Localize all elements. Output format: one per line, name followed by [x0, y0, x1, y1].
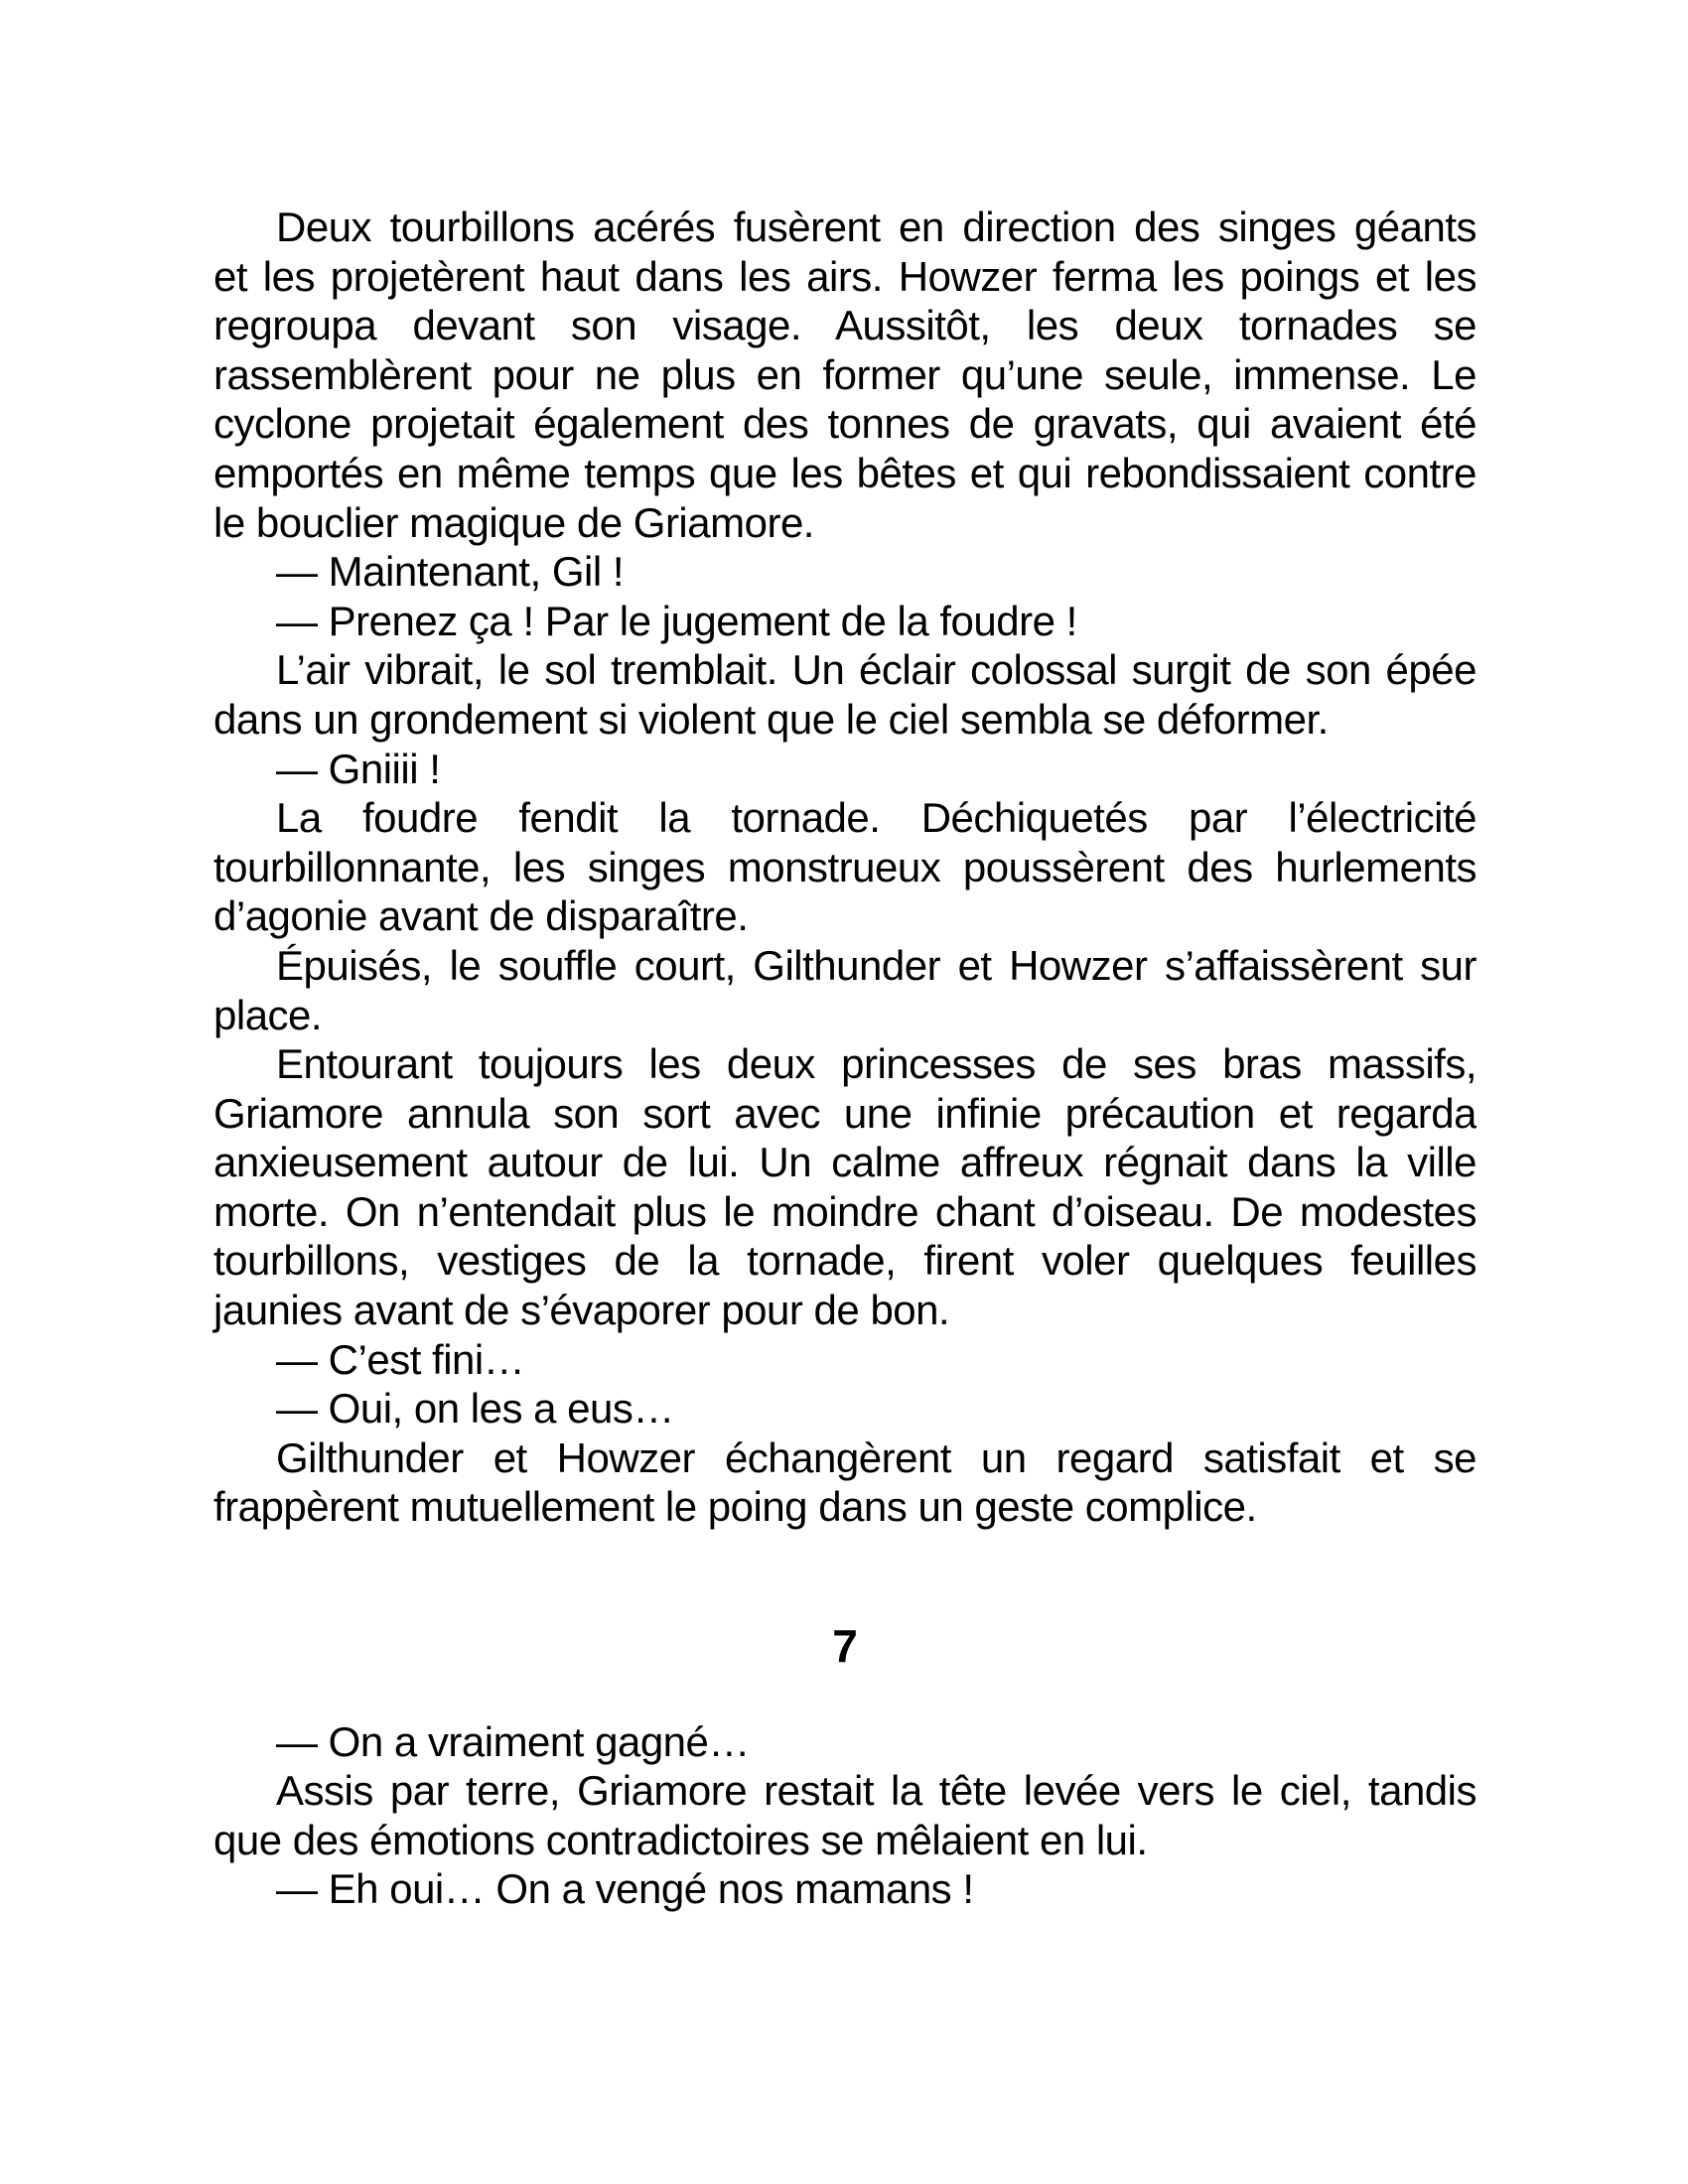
paragraph-line: morte. On n’entendait plus le moindre chant d’oiseau. De modestes — [213, 1187, 1477, 1235]
paragraph-line: anxieusement autour de lui. Un calme affreux régnait dans la ville — [213, 1139, 1477, 1186]
dialogue-line: — Maintenant, Gil ! — [276, 548, 624, 596]
paragraph-line: Griamore annula son sort avec une infinie précaution et regarda — [213, 1089, 1477, 1137]
paragraph-line: frappèrent mutuellement le poing dans un geste complice. — [213, 1483, 1257, 1531]
dialogue-line: — Gniiii ! — [276, 745, 441, 792]
paragraph-line: dans un grondement si violent que le ciel sembla se déformer. — [213, 695, 1329, 743]
paragraph-line: Deux tourbillons acérés fusèrent en direction des singes géants — [276, 204, 1477, 250]
paragraph-line: Épuisés, le souffle court, Gilthunder et Howzer s’affaissèrent sur — [276, 941, 1477, 989]
paragraph-line: cyclone projetait également des tonnes de gravats, qui avaient été — [213, 400, 1477, 448]
paragraph-line: Entourant toujours les deux princesses de ses bras massifs, — [276, 1040, 1477, 1088]
paragraph-line: d’agonie avant de disparaître. — [213, 892, 749, 940]
paragraph-line: La foudre fendit la tornade. Déchiquetés par l’électricité — [276, 794, 1477, 842]
dialogue-line: — Oui, on les a eus… — [276, 1385, 674, 1433]
paragraph-line: Gilthunder et Howzer échangèrent un regard satisfait et se — [276, 1433, 1477, 1481]
paragraph-line: Assis par terre, Griamore restait la tête levée vers le ciel, tandis — [276, 1767, 1477, 1815]
paragraph-line: et les projetèrent haut dans les airs. Howzer ferma les poings et les — [213, 252, 1477, 300]
paragraph-line: tourbillonnante, les singes monstrueux poussèrent des hurlements — [213, 843, 1477, 890]
paragraph-line: regroupa devant son visage. Aussitôt, les deux tornades se — [213, 302, 1477, 349]
paragraph-line: que des émotions contradictoires se mêlaient en lui. — [213, 1816, 1148, 1863]
paragraph-line: rassemblèrent pour ne plus en former qu’une seule, immense. Le — [213, 350, 1477, 398]
text-block — [213, 203, 1477, 1914]
chapter-number: 7 — [832, 1620, 858, 1673]
paragraph-line: le bouclier magique de Griamore. — [213, 498, 814, 546]
dialogue-line: — C’est fini… — [276, 1335, 525, 1383]
paragraph-line: place. — [213, 991, 323, 1038]
dialogue-line: — On a vraiment gagné… — [276, 1717, 750, 1765]
dialogue-line: — Prenez ça ! Par le jugement de la foudre ! — [276, 597, 1077, 644]
paragraph-line: jaunies avant de s’évaporer pour de bon. — [213, 1287, 950, 1334]
paragraph-line: L’air vibrait, le sol tremblait. Un éclair colossal surgit de son épée — [276, 646, 1477, 694]
paragraph-line: tourbillons, vestiges de la tornade, firent voler quelques feuilles — [213, 1237, 1477, 1285]
paragraph-line: emportés en même temps que les bêtes et qui rebondissaient contre — [213, 449, 1477, 496]
dialogue-line: — Eh oui… On a vengé nos mamans ! — [276, 1865, 974, 1913]
